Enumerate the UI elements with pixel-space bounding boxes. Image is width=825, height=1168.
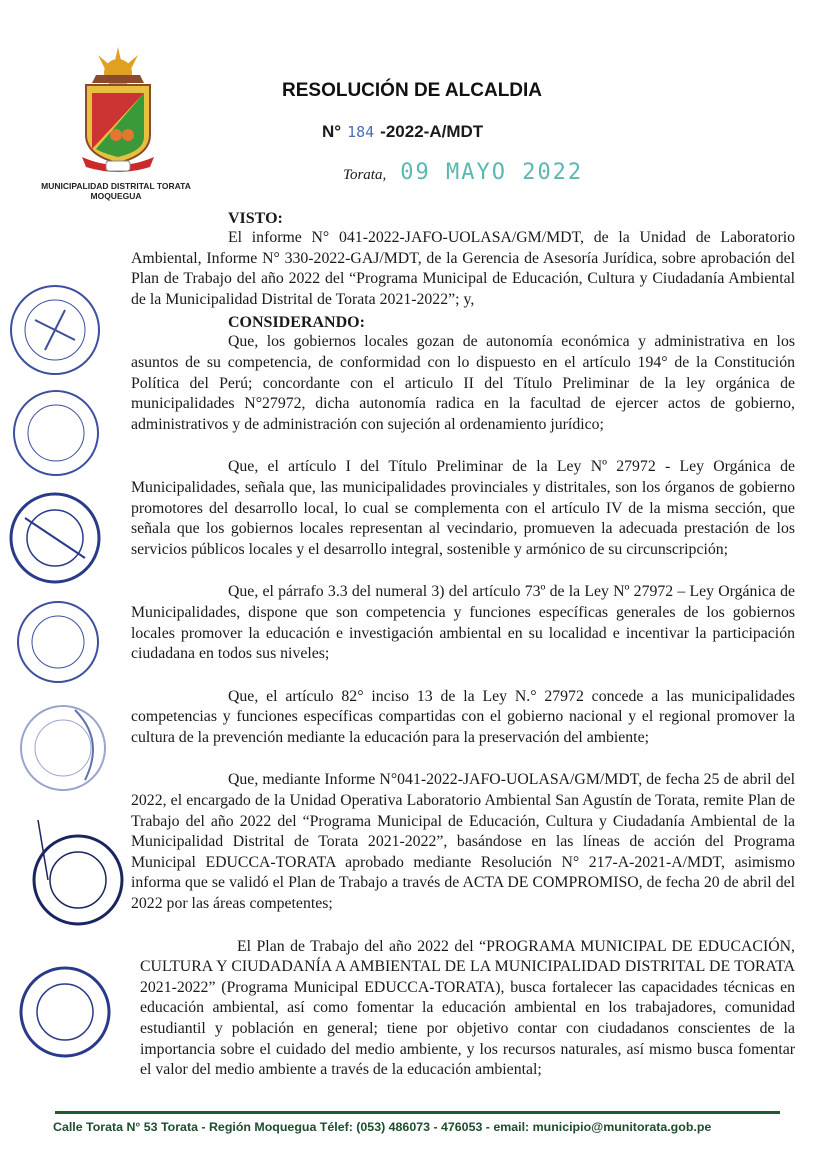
municipal-coat-of-arms-logo bbox=[78, 45, 158, 175]
stamp-desarrollo-economico bbox=[15, 962, 115, 1062]
visto-heading: VISTO: bbox=[228, 210, 283, 227]
stamp-gerencia-municipal bbox=[8, 385, 104, 481]
document-body bbox=[131, 210, 795, 1081]
stamp-alcaldia bbox=[5, 280, 105, 380]
paragraph-1: Que, los gobiernos locales gozan de autonomía económica y administrativa en los asuntos de su competencia, de conformidad con lo dispuesto en el artículo 194° de la Constitución Política del Perú; concordante con el articulo II del Título Preliminar de la ley orgánica de municipalidades N°27972, dicha autonomía radica en la facultad de ejercer actos de gobierno, administrativos y de administración con sujeción al ordenamiento jurídico; bbox=[131, 333, 795, 433]
document-title: RESOLUCIÓN DE ALCALDIA bbox=[282, 80, 543, 101]
considerando-heading: CONSIDERANDO: bbox=[228, 314, 365, 332]
footer-contact: Calle Torata N° 53 Torata - Región Moquegua Télef: (053) 486073 - 476053 - email: municipio@munitorata.gob.pe bbox=[53, 1120, 712, 1134]
stamp-gerencia-faded bbox=[15, 700, 111, 796]
handwritten-number: 184 bbox=[347, 123, 375, 141]
paragraph-3: Que, el párrafo 3.3 del numeral 3) del artículo 73º de la Ley Nº 27972 – Ley Orgánica de Municipalidades, dispone que son competencia y funciones específicas generales de los gobiernos locales promover la educación e investigación ambiental en su localidad e incentivar la participación ciudadana en todos sus niveles; bbox=[131, 583, 795, 663]
visto-paragraph: El informe N° 041-2022-JAFO-UOLASA/GM/MDT, de la Unidad de Laboratorio Ambiental, Informe N° 330-2022-GAJ/MDT, de la Gerencia de Asesoría Jurídica, sobre aprobación del Plan de Trabajo del año 2022 del “Programa Municipal de Educación, Cultura y Ciudadanía Ambiental de la Municipalidad Distrital de Torata 2021-2022”; y, bbox=[131, 229, 795, 308]
stamp-inversiones bbox=[28, 820, 128, 930]
number-suffix: -2022-A/MDT bbox=[380, 122, 484, 141]
place: Torata, bbox=[343, 167, 387, 183]
paragraph-6: El Plan de Trabajo del año 2022 del “PROGRAMA MUNICIPAL DE EDUCACIÓN, CULTURA Y CIUDADANÍA A AMBIENTAL DE LA MUNICIPALIDAD DISTRITAL DE TORATA 2021-2022” (Programa Municipal EDUCCA-TORATA), busca fortalecer las capacidades técnicas en educación ambiental, así como fomentar la educación ambiental en los trabajadores, comunidad estudiantil y población en general; tiene por objetivo contar con ciudadanos conscientes de la importancia sobre el cuidado del medio ambiente, y los recursos naturales, así mismo busca fomentar el valor del medio ambiente a través de la educación ambiental; bbox=[140, 937, 795, 1079]
date-stamp: 09 MAYO 2022 bbox=[400, 160, 584, 185]
stamp-asesoria-juridica bbox=[5, 488, 105, 588]
stamp-administracion-rentas bbox=[12, 596, 104, 688]
institution-line1: MUNICIPALIDAD DISTRITAL TORATA bbox=[41, 181, 191, 191]
paragraph-4: Que, el artículo 82° inciso 13 de la Ley N.° 27972 concede a las municipalidades competencias y funciones específicas compartidas con el gobierno nacional y el regional promover la cultura de la prevención mediante la educación para la preservación del ambiente; bbox=[131, 687, 795, 746]
institution-name bbox=[40, 181, 192, 201]
date-line bbox=[343, 160, 583, 185]
resolution-number bbox=[322, 122, 483, 142]
number-prefix: N° bbox=[322, 122, 342, 141]
institution-line2: MOQUEGUA bbox=[90, 191, 142, 201]
footer-divider bbox=[55, 1111, 780, 1114]
paragraph-2: Que, el artículo I del Título Preliminar de la Ley Nº 27972 - Ley Orgánica de Municipalidades, señala que, las municipalidades provinciales y distritales, son los órganos de gobierno promotores del desarrollo local, lo cual se complementa con el artículo IV de la misma sección, que señala que los gobiernos locales representan al vecindario, promueven la adecuada prestación de los servicios públicos locales y el desarrollo integral, sostenible y armónico de su circunscripción; bbox=[131, 458, 795, 558]
paragraph-5: Que, mediante Informe N°041-2022-JAFO-UOLASA/GM/MDT, de fecha 25 de abril del 2022, el encargado de la Unidad Operativa Laboratorio Ambiental San Agustín de Torata, remite Plan de Trabajo del año 2022 del “Programa Municipal de Educación, Cultura y Ciudadanía Ambiental de la Municipalidad Distrital de Torata 2021-2022”, basándose en las líneas de acción del Programa Municipal EDUCCA-TORATA aprobado mediante Resolución N° 217-A-2021-A/MDT, asimismo informa que se validó el Plan de Trabajo a través de ACTA DE COMPROMISO, de fecha 20 de abril del 2022 por las áreas competentes; bbox=[131, 771, 795, 913]
